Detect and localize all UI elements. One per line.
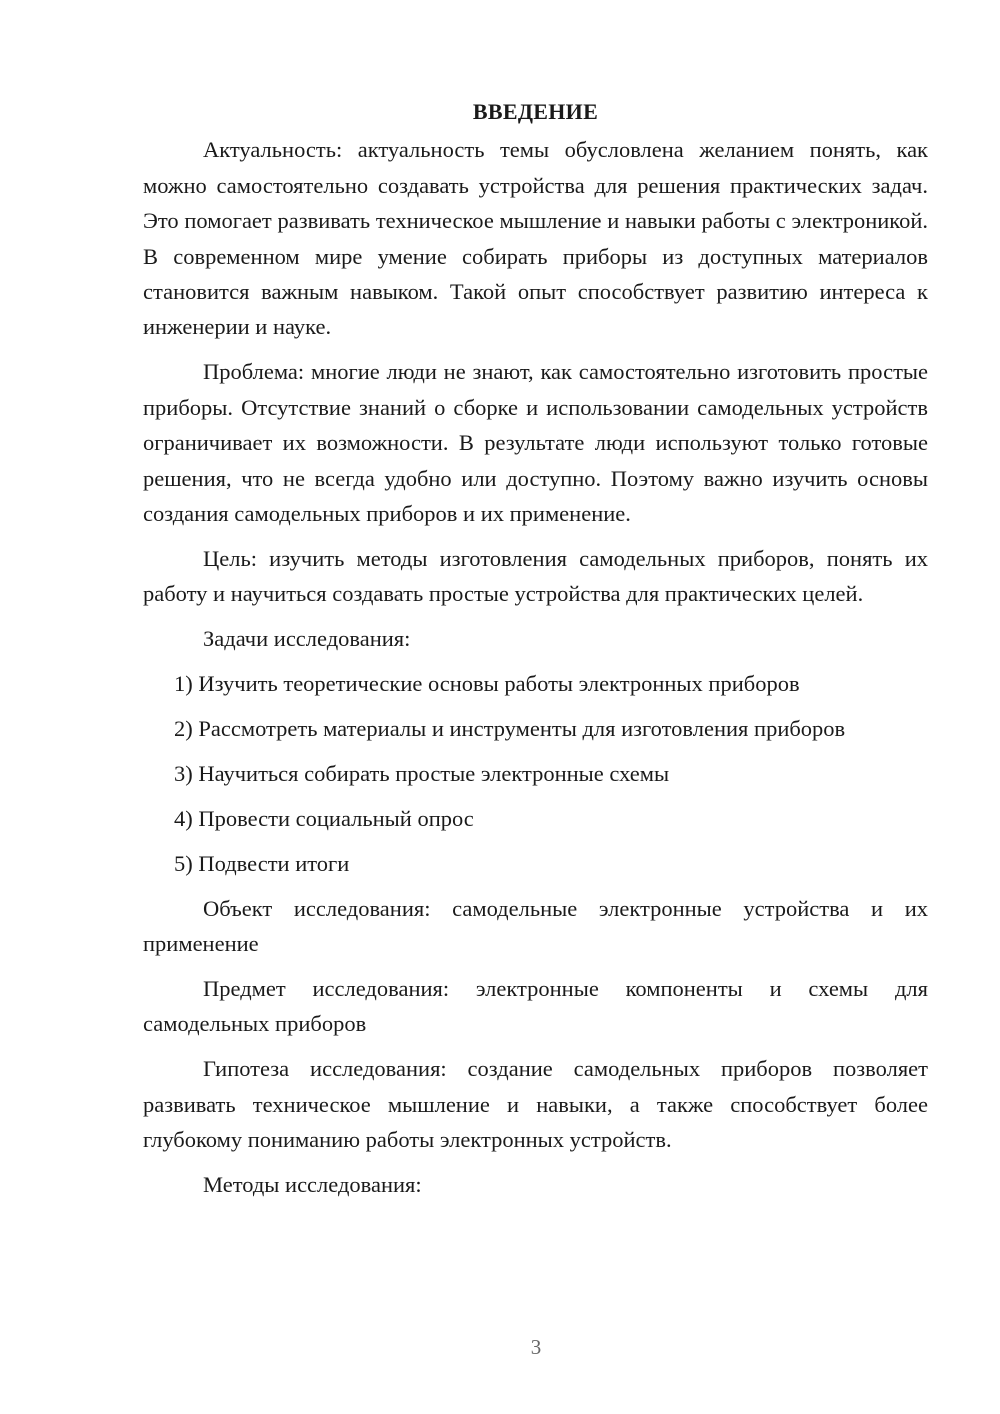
hypothesis-paragraph: Гипотеза исследования: создание самодельных приборов позволяет развивать техническое мышление и навыки, а также способствует более глубокому пониманию работы электронных устройств. xyxy=(143,1056,928,1153)
task-item: 1) Изучить теоретические основы работы электронных приборов xyxy=(174,671,800,697)
task-item: 3) Научиться собирать простые электронные схемы xyxy=(174,760,670,786)
task-item: 4) Провести социальный опрос xyxy=(174,805,474,831)
tasks-list xyxy=(143,666,928,881)
problem-paragraph: Проблема: многие люди не знают, как самостоятельно изготовить простые приборы. Отсутствие знаний о сборке и использовании самодельных устройств ограничивает их возможности. В результате люди используют только готовые решения, что не всегда удобно или доступно. Поэтому важно изучить основы создания самодельных приборов и их применение. xyxy=(143,359,928,526)
tasks-title: Задачи исследования: xyxy=(203,626,411,652)
task-item: 5) Подвести итоги xyxy=(174,850,350,876)
research-object-paragraph: Объект исследования: самодельные электронные устройства и их применение xyxy=(143,895,928,957)
page-number: 3 xyxy=(530,1335,542,1359)
relevance-paragraph: Актуальность: актуальность темы обусловлена желанием понять, как можно самостоятельно создавать устройства для решения практических задач. Это помогает развивать техническое мышление и навыки работы с электроникой. В современном мире умение собирать приборы из доступных материалов становится важным навыком. Такой опыт способствует развитию интереса к инженерии и науке. xyxy=(143,137,928,340)
methods-title: Методы исследования: xyxy=(203,1171,422,1197)
research-subject-paragraph: Предмет исследования: электронные компоненты и схемы для самодельных приборов xyxy=(143,975,928,1037)
page-title: ВВЕДЕНИЕ xyxy=(472,99,599,124)
task-item: 2) Рассмотреть материалы и инструменты для изготовления приборов xyxy=(174,716,846,741)
page-content xyxy=(143,94,928,1212)
goal-paragraph: Цель: изучить методы изготовления самодельных приборов, понять их работу и научиться создавать простые устройства для практических целей. xyxy=(143,545,928,607)
